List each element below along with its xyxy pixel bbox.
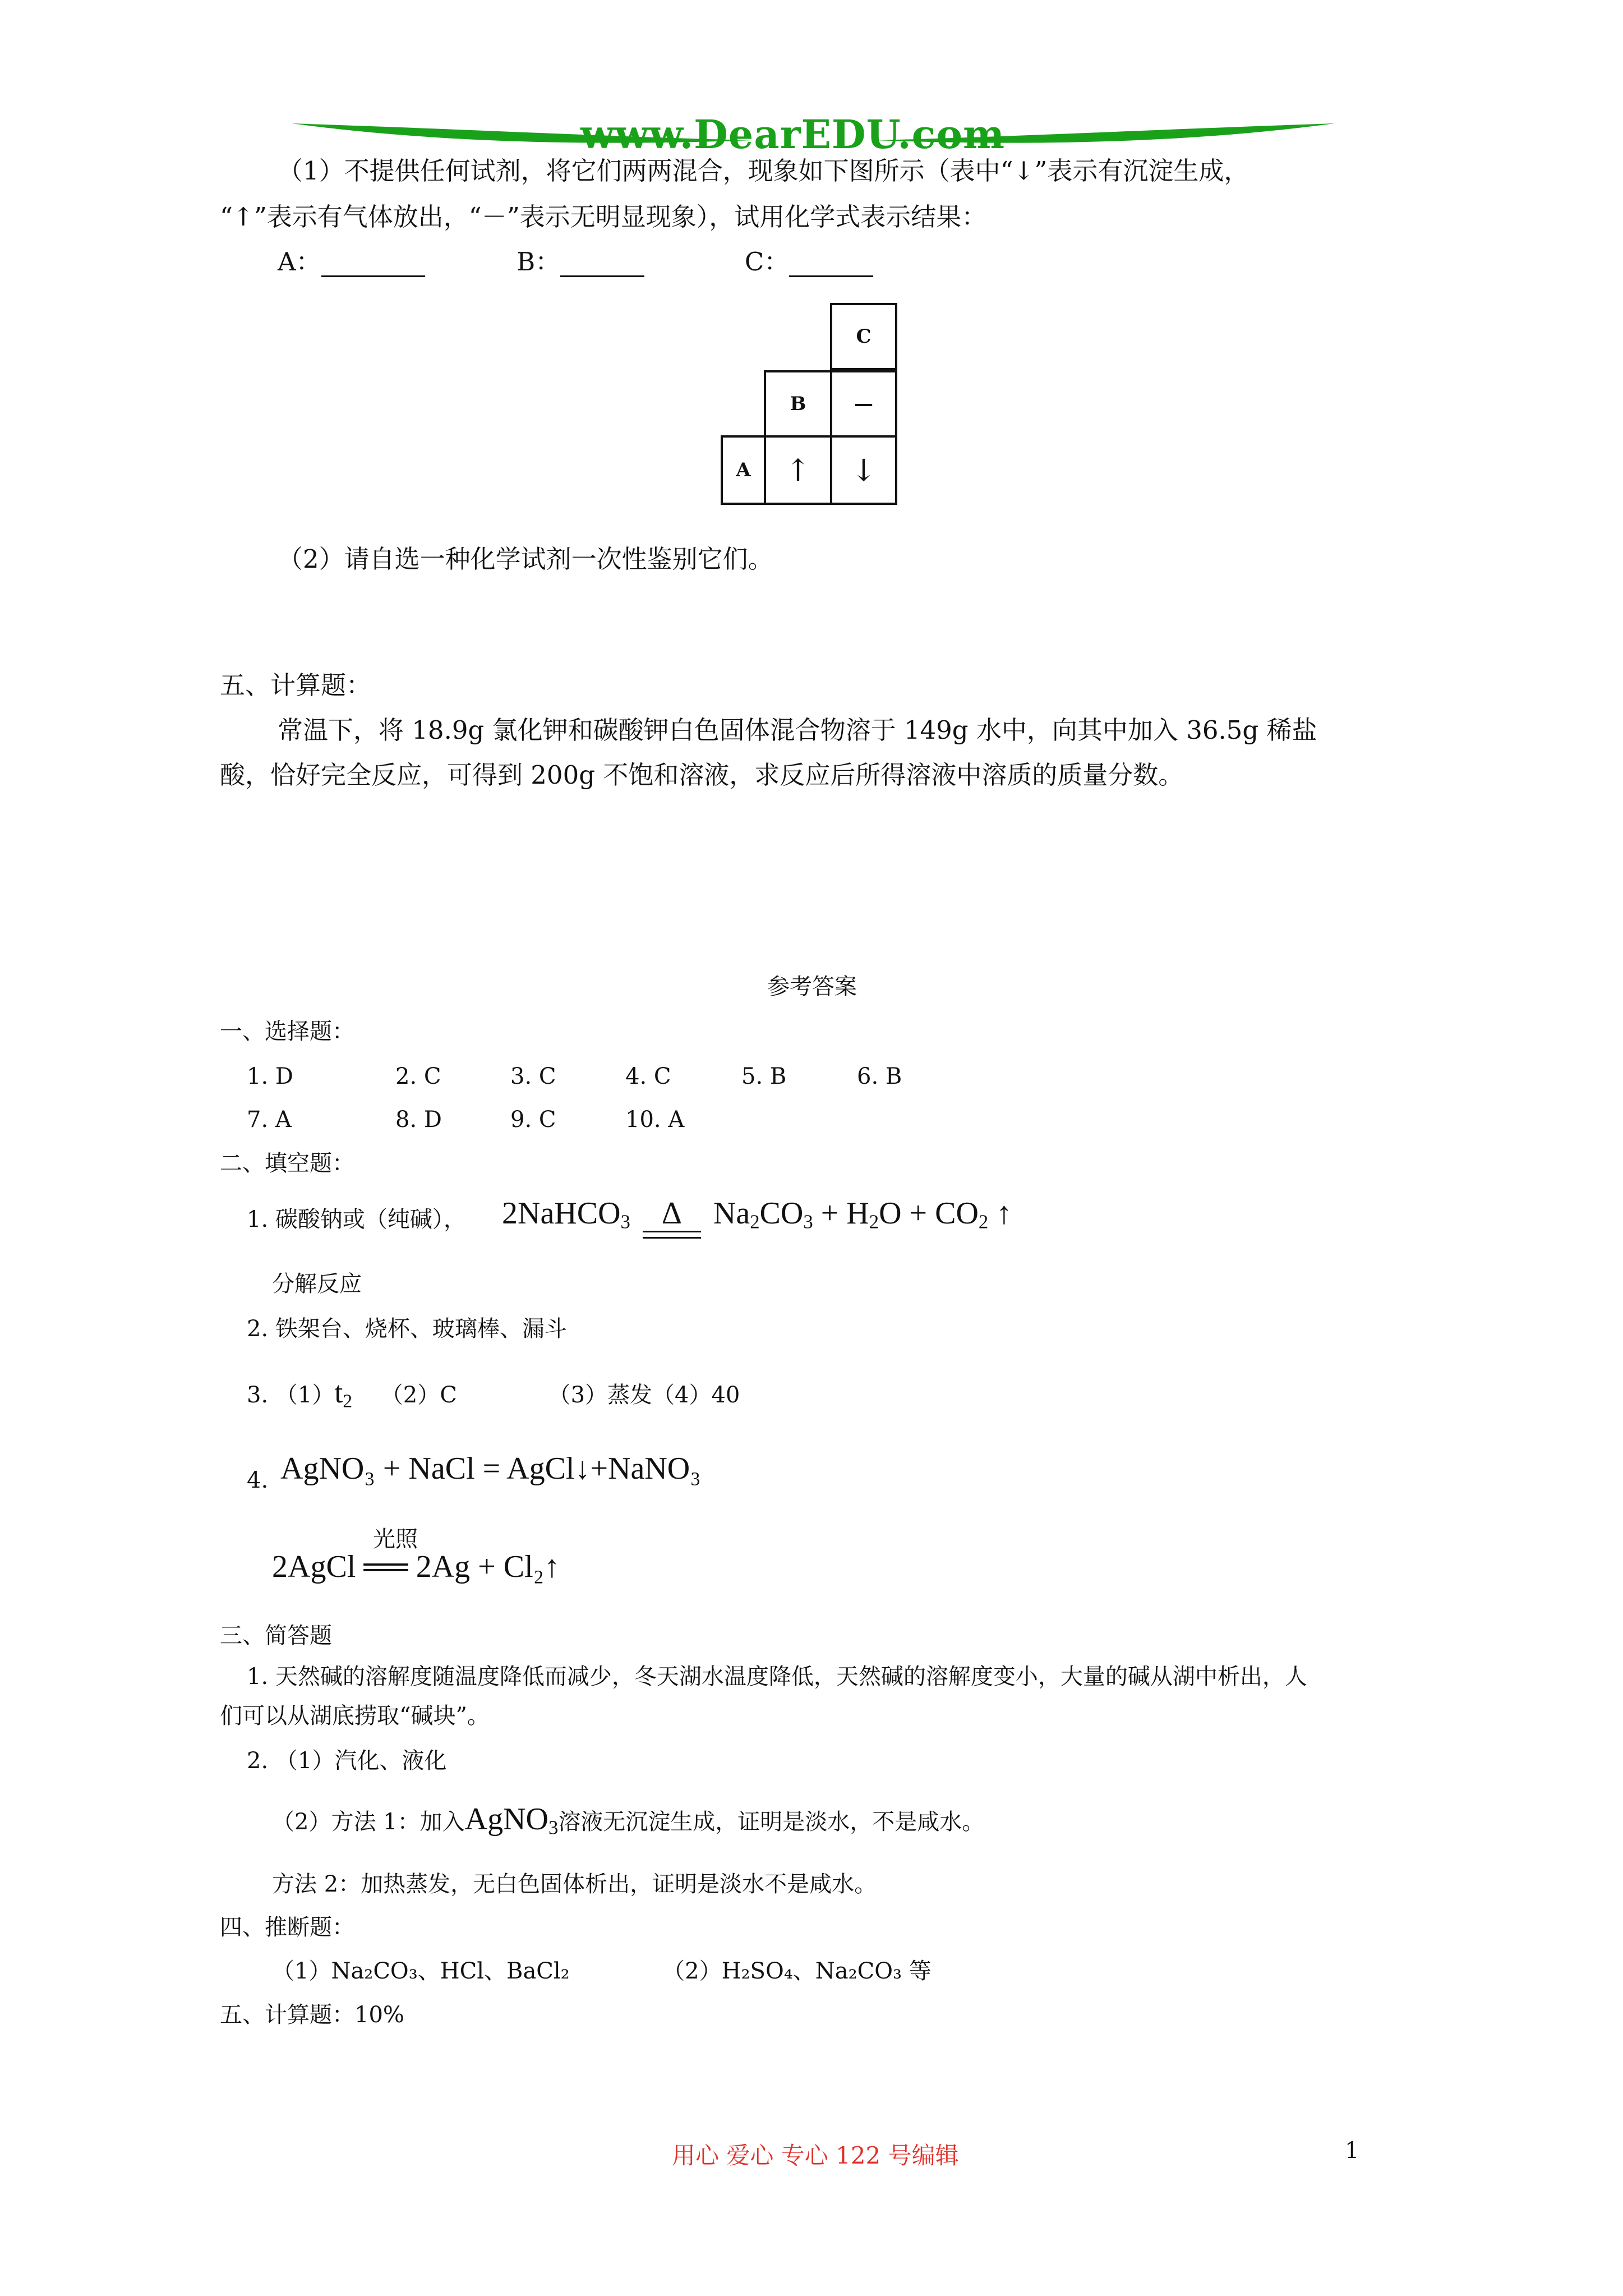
s3-q1-line2: 们可以从湖底捞取“碱块”。 [220,1703,490,1729]
section5-line2: 酸，恰好完全反应，可得到 200g 不饱和溶液，求反应后所得溶液中溶质的质量分数。 [220,760,1184,790]
choice-answer: 9. C [510,1107,556,1133]
up-arrow-icon: ↑ [785,452,811,488]
s2-q4-eq2: 2AgCl ══ 2Ag + Cl₂↑ [272,1549,560,1584]
cell-ab [764,435,832,505]
s3-q2-2 [272,1801,984,1839]
s5-answer: 五、计算题：10% [220,2002,404,2028]
eq-reactant: 2NaHCO [502,1196,621,1231]
choice-answer: 2. C [395,1064,441,1089]
label-a: A： [278,247,321,277]
method1-prefix: （2）方法 1：加入 [272,1809,465,1835]
down-arrow-icon: ↓ [851,452,877,488]
s2-q3 [247,1374,740,1413]
s2-q1-prefix: 1. 碳酸钠或（纯碱）， [247,1207,466,1232]
s2-q4-num: 4. [247,1467,269,1493]
method1-suffix: 溶液无沉淀生成，证明是淡水，不是咸水。 [558,1809,985,1835]
cell-bc [830,370,897,438]
choice-answer: 6. B [857,1064,902,1089]
s2-q3-a: 3. （1） [247,1382,335,1408]
s2-q1-type: 分解反应 [272,1271,362,1297]
choice-answer: 8. D [395,1107,442,1133]
cell-b: B [764,370,832,438]
s1-title: 一、选择题： [220,1019,354,1045]
s2-q3-c: （3）蒸发（4）40 [548,1382,740,1408]
section5-line1: 常温下，将 18.9g 氯化钾和碳酸钾白色固体混合物溶于 149g 水中，向其中加入 36.5g 稀盐 [278,715,1317,745]
delta-symbol: Δ [661,1196,682,1231]
s3-q2-1: 2. （1）汽化、液化 [247,1748,447,1774]
s3-title: 三、简答题 [220,1623,332,1649]
cell-c: C [830,303,897,370]
heat-condition [638,1195,706,1232]
agno3-formula: AgNO$_3$ [464,1802,559,1839]
choice-answer: 1. D [247,1064,293,1089]
q4-part1-line2: “↑”表示有气体放出，“－”表示无明显现象），试用化学式表示结果： [220,202,987,232]
s2-q4-light: 光照 [373,1526,418,1552]
choice-answer: 5. B [741,1064,787,1089]
s3-q2-3: 方法 2：加热蒸发，无白色固体析出，证明是淡水不是咸水。 [272,1871,877,1897]
choice-answer: 7. A [247,1107,292,1133]
s4-answer-2: （2）H₂SO₄、Na₂CO₃ 等 [662,1958,932,1984]
q4-part2: （2）请自选一种化学试剂一次性鉴别它们。 [278,544,773,574]
s2-q4-eq1: AgNO₃ + NaCl = AgCl↓+NaNO₃ [280,1451,701,1486]
s2-q1-equation: 2NaHCO$_3$ Δ $Na_2CO_3 + H_2O + CO_2$ ↑ [502,1195,1012,1234]
s2-q2: 2. 铁架台、烧杯、玻璃棒、漏斗 [247,1316,567,1342]
section5-title: 五、计算题： [220,670,372,700]
s4-answers [272,1958,932,1985]
t-letter: t [334,1375,343,1409]
footer-text: 用心 爱心 专心 122 号编辑 [672,2142,959,2169]
blank-a[interactable] [321,251,425,277]
t2-symbol: $t_2$ [334,1375,353,1412]
choice-answer: 4. C [625,1064,671,1089]
cell-ac [830,435,897,505]
s2-title: 二、填空题： [220,1151,354,1176]
s4-answer-1: （1）Na₂CO₃、HCl、BaCl₂ [272,1958,570,1984]
choice-answer: 3. C [510,1064,556,1089]
q4-part1-line1: （1）不提供任何试剂，将它们两两混合，现象如下图所示（表中“↓”表示有沉淀生成， [278,156,1249,186]
page-number: 1 [1345,2138,1359,2164]
s2-q3-b: （2）C [380,1382,457,1408]
label-c: C： [744,247,790,277]
q4-answer-row [278,247,873,277]
answers-title: 参考答案 [767,974,857,1000]
blank-b[interactable] [560,251,644,277]
label-b: B： [517,247,561,277]
choice-answer: 10. A [625,1107,685,1133]
cell-a: A [721,435,766,505]
s3-q1-line1: 1. 天然碱的溶解度随温度降低而减少，冬天湖水温度降低，天然碱的溶解度变小，大量的碱从湖中析出，人 [247,1664,1307,1690]
s4-title: 四、推断题： [220,1915,354,1940]
cell-bc-symbol: — [854,393,873,415]
header-logo: www.DearEDU.com [580,111,1006,158]
blank-c[interactable] [789,251,873,277]
